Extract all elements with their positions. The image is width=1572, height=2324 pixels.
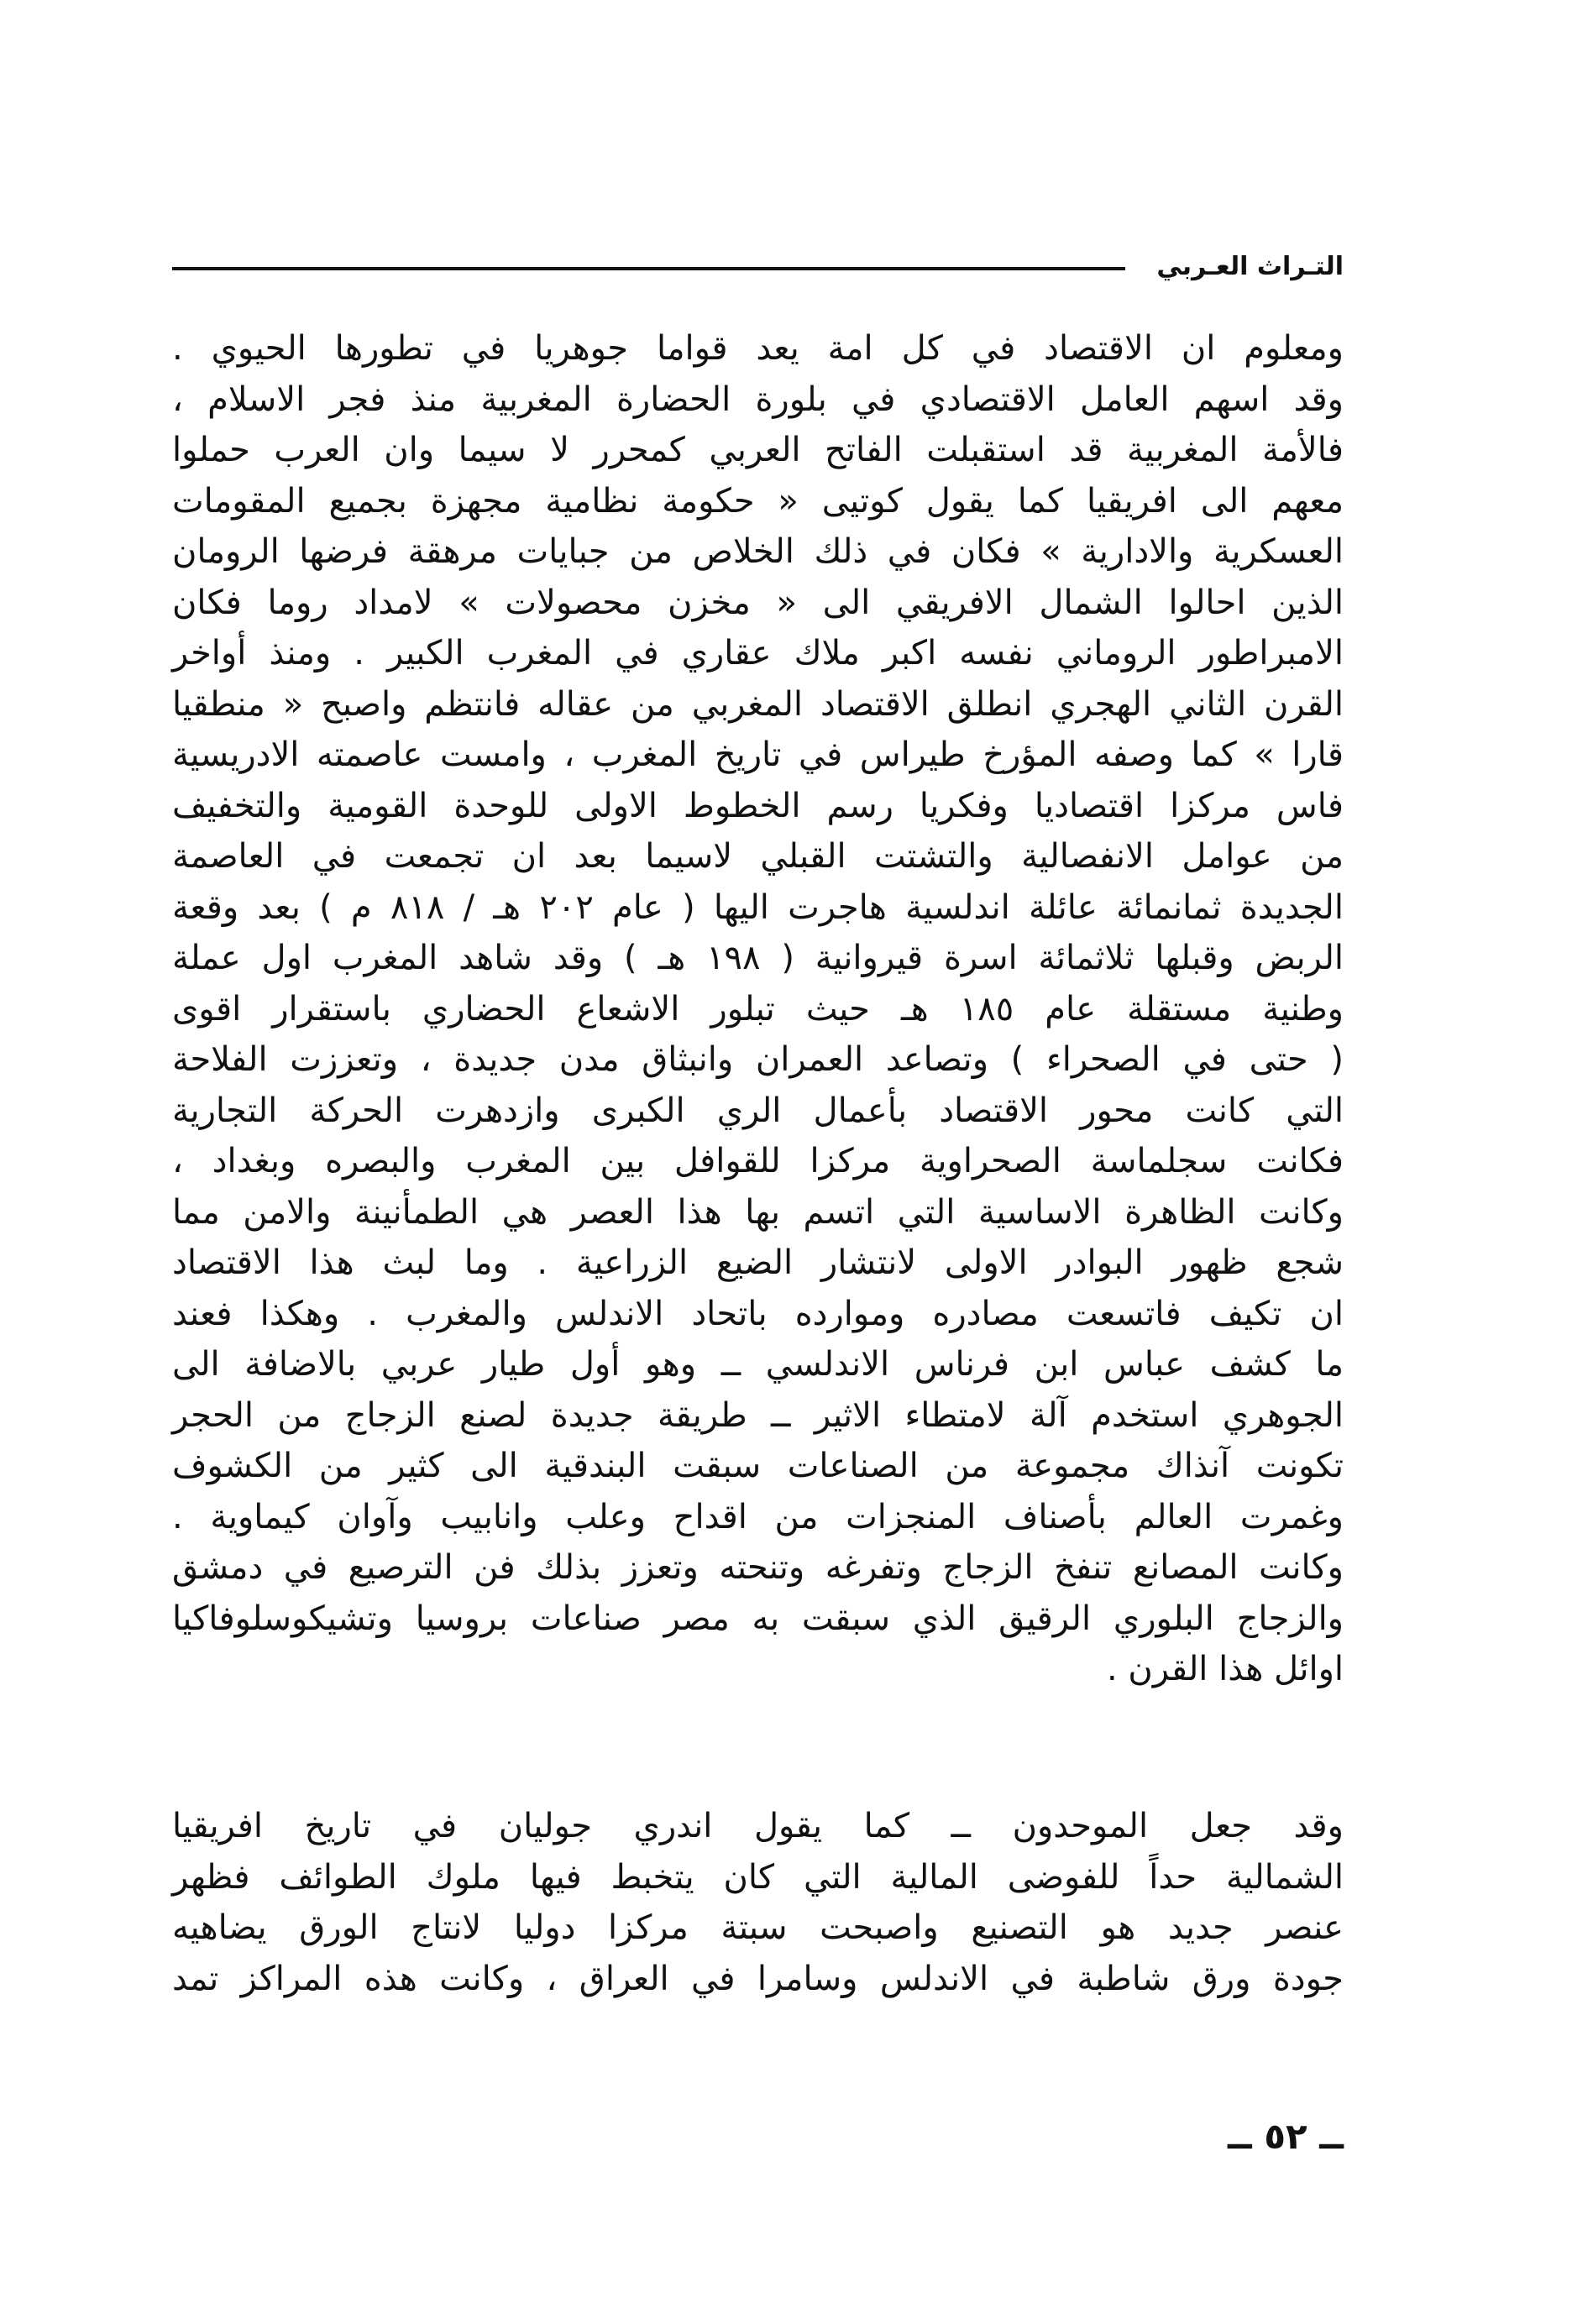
text-line: الجوهري استخدم آلة لامتطاء الاثير ــ طريقة جديدة لصنع الزجاج من الحجر: [172, 1395, 1344, 1435]
text-line: فكانت سجلماسة الصحراوية مركزا للقوافل بين المغرب والبصره وبغداد ،: [172, 1142, 1344, 1180]
text-line: عنصر جديد هو التصنيع واصبحت سبتة مركزا دوليا لانتاج الورق يضاهيه: [172, 1908, 1344, 1947]
text-line: الشمالية حداً للفوضى المالية التي كان يتخبط فيها ملوك الطوائف فظهر: [172, 1857, 1344, 1897]
text-line: وكانت الظاهرة الاساسية التي اتسم بها هذا العصر هي الطمأنينة والامن مما: [172, 1192, 1344, 1232]
text-line: وقد جعل الموحدون ــ كما يقول اندري جوليان في تاريخ افريقيا: [172, 1807, 1344, 1845]
text-line: ومعلوم ان الاقتصاد في كل امة يعد قواما جوهريا في تطورها الحيوي .: [172, 329, 1344, 368]
text-line: جودة ورق شاطبة في الاندلس وسامرا في العراق ، وكانت هذه المراكز تمد: [172, 1959, 1344, 1998]
text-line: ان تكيف فاتسعت مصادره وموارده باتحاد الاندلس والمغرب . وهكذا فعند: [172, 1294, 1344, 1333]
text-line: ( حتى في الصحراء ) وتصاعد العمران وانبثاق مدن جديدة ، وتعززت الفلاحة: [172, 1040, 1344, 1079]
text-line: وطنية مستقلة عام ١٨٥ هـ حيث تبلور الاشعاع الحضاري باستقرار اقوى: [172, 989, 1344, 1029]
text-line: وغمرت العالم بأصناف المنجزات من اقداح وعلب وانابيب وآوان كيماوية .: [172, 1497, 1344, 1536]
paragraph-2: [172, 1801, 1344, 2004]
text-line: فالأمة المغربية قد استقبلت الفاتح العربي كمحرر لا سيما وان العرب حملوا: [172, 431, 1344, 469]
page-number: ــ ٥٢ ــ: [1228, 2116, 1344, 2157]
text-line: الجديدة ثمانمائة عائلة اندلسية هاجرت اليها ( عام ٢٠٢ هـ / ٨١٨ م ) بعد وقعة: [172, 887, 1344, 927]
text-line: الربض وقبلها ثلاثمائة اسرة قيروانية ( ١٩٨ هـ ) وقد شاهد المغرب اول عملة: [172, 939, 1344, 977]
text-line: اوائل هذا القرن .: [1106, 1650, 1344, 1688]
text-line: معهم الى افريقيا كما يقول كوتيى « حكومة نظامية مجهزة بجميع المقومات: [172, 481, 1344, 521]
text-line: وقد اسهم العامل الاقتصادي في بلورة الحضارة المغربية منذ فجر الاسلام ،: [172, 379, 1344, 419]
text-line: وكانت المصانع تنفخ الزجاج وتفرغه وتنحته وتعزز بذلك فن الترصيع في دمشق: [172, 1548, 1344, 1587]
text-line: فاس مركزا اقتصاديا وفكريا رسم الخطوط الاولى للوحدة القومية والتخفيف: [172, 786, 1344, 825]
text-line: والزجاج البلوري الرقيق الذي سبقت به مصر صناعات بروسيا وتشيكوسلوفاكيا: [172, 1599, 1344, 1638]
text-line: من عوامل الانفصالية والتشتت القبلي لاسيما بعد ان تجمعت في العاصمة: [172, 837, 1344, 876]
text-line: قارا » كما وصفه المؤرخ طيراس في تاريخ المغرب ، وامست عاصمته الادريسية: [172, 735, 1344, 774]
paragraph-1: [172, 323, 1344, 1695]
text-line: الامبراطور الروماني نفسه اكبر ملاك عقاري في المغرب الكبير . ومنذ أواخر: [172, 634, 1344, 673]
text-line: العسكرية والادارية » فكان في ذلك الخلاص من جبايات مرهقة فرضها الرومان: [172, 532, 1344, 571]
header-rule: [172, 267, 1125, 270]
text-line: شجع ظهور البوادر الاولى لانتشار الضيع الزراعية . وما لبث هذا الاقتصاد: [172, 1243, 1344, 1282]
running-header: [172, 252, 1344, 302]
text-line: ما كشف عباس ابن فرناس الاندلسي ــ وهو أول طيار عربي بالاضافة الى: [172, 1345, 1344, 1384]
text-line: الذين احالوا الشمال الافريقي الى « مخزن محصولات » لامداد روما فكان: [172, 583, 1344, 622]
text-line: تكونت آنذاك مجموعة من الصناعات سبقت البندقية الى كثير من الكشوف: [172, 1447, 1344, 1485]
text-line: التي كانت محور الاقتصاد بأعمال الري الكبرى وازدهرت الحركة التجارية: [172, 1091, 1344, 1130]
header-title: التـراث العـربي: [1156, 252, 1344, 281]
text-line: القرن الثاني الهجري انطلق الاقتصاد المغربي من عقاله فانتظم واصبح « منطقيا: [172, 684, 1344, 724]
